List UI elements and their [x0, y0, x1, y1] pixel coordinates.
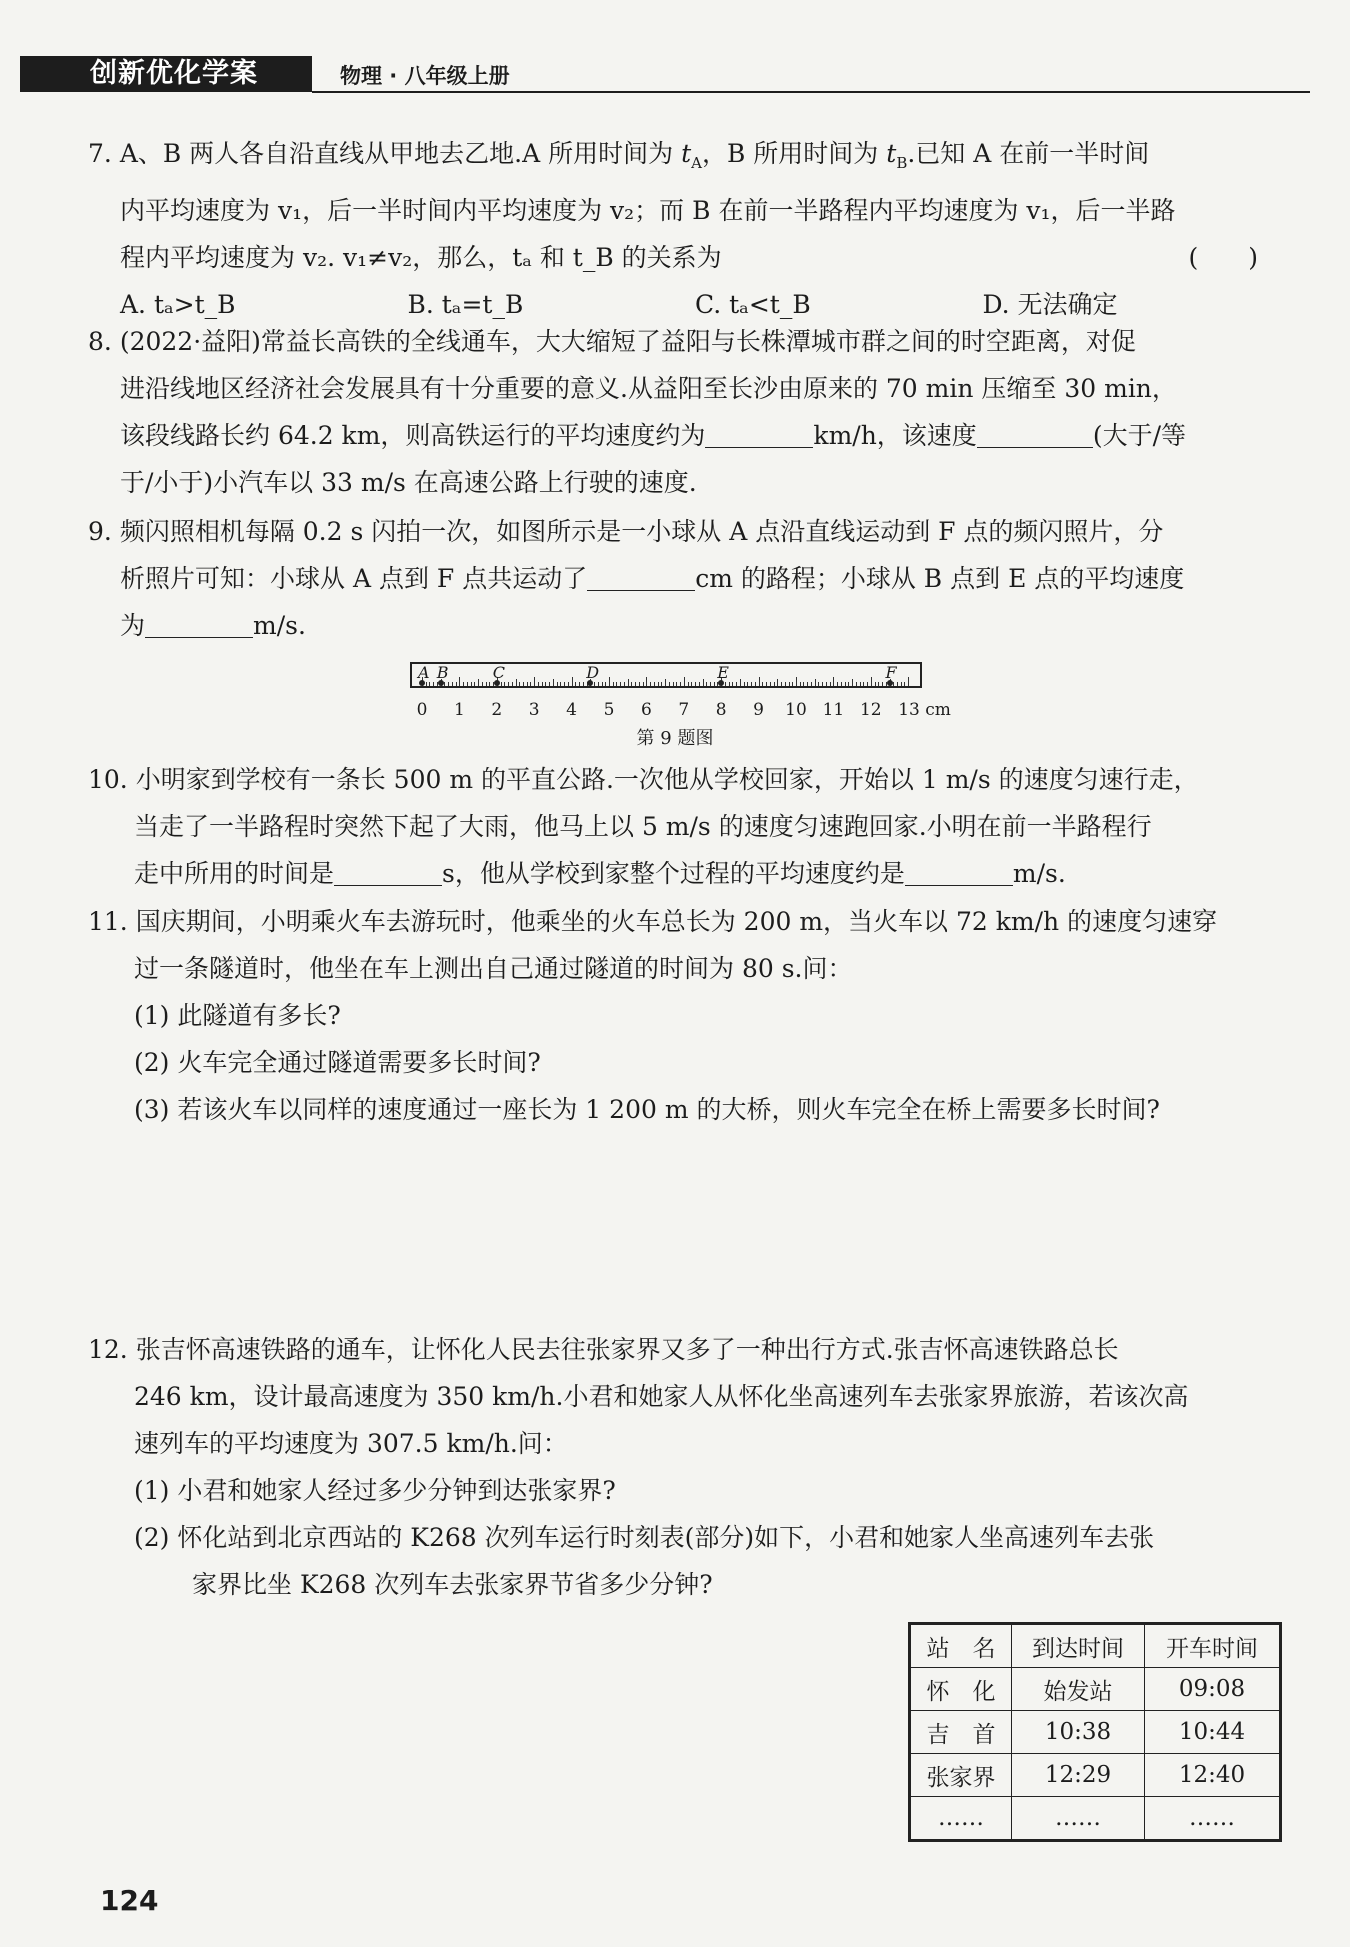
ruler-tick: [530, 682, 531, 686]
ruler-tick: [751, 682, 752, 686]
ruler-tick: [676, 682, 677, 686]
ruler-tick: [542, 682, 543, 686]
ruler-tick: [553, 679, 554, 686]
ruler-tick: [766, 682, 767, 686]
ruler-tick: [527, 682, 528, 686]
ruler-tick: [557, 682, 558, 686]
ruler-tick: [818, 682, 819, 686]
ruler-tick: [605, 682, 606, 686]
ruler-tick: [489, 682, 490, 686]
q11-sub3: (3) 若该火车以同样的速度通过一座长为 1 200 m 的大桥，则火车完全在桥上需要多长时间?: [134, 1095, 1160, 1124]
ruler-tick: [908, 677, 909, 686]
ruler-tick: [467, 682, 468, 686]
ruler-tick: [478, 679, 479, 686]
table-row: [910, 1668, 1281, 1711]
ruler-tick: [516, 679, 517, 686]
ruler-tick: [841, 682, 842, 686]
table-row: [910, 1711, 1281, 1754]
ruler-tick-label: 8: [715, 700, 727, 720]
ruler-tick: [568, 682, 569, 686]
q8-line2: 进沿线地区经济社会发展具有十分重要的意义.从益阳至长沙由原来的 70 min 压缩至 30 min，: [120, 374, 1177, 403]
ruler-tick: [519, 682, 520, 686]
ruler-tick: [583, 682, 584, 686]
ruler-tick: [474, 682, 475, 686]
table-cell: ……: [1012, 1797, 1145, 1841]
ruler-tick: [688, 682, 689, 686]
ruler-tick: [501, 682, 502, 686]
table-cell: 10:38: [1012, 1711, 1145, 1754]
ruler-tick: [770, 682, 771, 686]
ruler-tick: [545, 682, 546, 686]
answer-blank[interactable]: [905, 855, 1013, 886]
table-cell: 始发站: [1012, 1668, 1145, 1711]
q8-line3b: km/h，该速度: [813, 421, 977, 450]
point-label: E: [717, 663, 729, 682]
ruler-tick: [789, 682, 790, 686]
q9-line3b: m/s.: [253, 611, 306, 640]
ruler-tick: [803, 682, 804, 686]
answer-blank[interactable]: [145, 607, 253, 638]
subject-title: 物理 · 八年级上册: [340, 64, 510, 88]
table-cell: 10:44: [1145, 1711, 1281, 1754]
ruler-tick: [575, 682, 576, 686]
ruler-tick: [867, 682, 868, 686]
question-8: [88, 318, 1270, 506]
ruler-tick: [463, 682, 464, 686]
ruler-tick: [523, 682, 524, 686]
q11-number: 11.: [88, 907, 128, 936]
ruler-tick: [732, 682, 733, 686]
ruler-tick: [736, 682, 737, 686]
q7-option-c: C. tₐ<t_B: [695, 290, 811, 319]
ruler-tick: [426, 682, 427, 686]
ruler-tick: [893, 682, 894, 686]
q7-number: 7.: [88, 139, 112, 168]
ruler-tick-label: 9: [753, 700, 765, 720]
ruler-tick: [691, 682, 692, 686]
page-header: [20, 56, 1310, 94]
ruler-tick: [800, 682, 801, 686]
ruler-tick: [897, 682, 898, 686]
ruler-tick: [747, 682, 748, 686]
ruler-tick: [774, 682, 775, 686]
ruler-tick-label: 11: [822, 700, 845, 720]
brand-banner: 创新优化学案: [20, 56, 312, 92]
ruler-tick: [680, 682, 681, 686]
ruler-tick: [837, 682, 838, 686]
ruler-tick: [639, 682, 640, 686]
ruler-tick: [740, 679, 741, 686]
point-label: D: [586, 663, 600, 682]
ruler-tick: [729, 682, 730, 686]
q12-number: 12.: [88, 1335, 128, 1364]
ruler-tick: [658, 682, 659, 686]
ruler-tick: [429, 682, 430, 686]
q9-line3a: 为: [120, 611, 146, 640]
ruler-tick: [579, 682, 580, 686]
ruler-tick: [762, 682, 763, 686]
ruler-tick: [669, 682, 670, 686]
ruler-tick: [534, 677, 535, 686]
ruler-tick: [456, 682, 457, 686]
ruler-tick: [699, 682, 700, 686]
ruler-tick: [448, 682, 449, 686]
ruler-tick: [759, 677, 760, 686]
ruler-tick: [471, 682, 472, 686]
ruler-tick: [433, 682, 434, 686]
ruler-tick: [452, 682, 453, 686]
ruler-tick: [564, 682, 565, 686]
ruler-tick: [654, 682, 655, 686]
ruler-tick: [673, 682, 674, 686]
q11-line2: 过一条隧道时，他坐在车上测出自己通过隧道的时间为 80 s.问：: [134, 954, 853, 983]
ruler-tick: [710, 682, 711, 686]
ruler-tick: [613, 682, 614, 686]
ruler-tick: [901, 682, 902, 686]
ruler-tick: [598, 682, 599, 686]
ruler-tick: [549, 682, 550, 686]
ruler-tick: [620, 682, 621, 686]
q7-option-d: D. 无法确定: [982, 290, 1118, 319]
ruler-tick: [845, 682, 846, 686]
q12-sub2a: (2) 怀化站到北京西站的 K268 次列车运行时刻表(部分)如下，小君和她家人坐高速列车去张: [134, 1523, 1155, 1552]
column-header: 开车时间: [1145, 1624, 1281, 1668]
ruler-tick: [538, 682, 539, 686]
q11-sub1: (1) 此隧道有多长?: [134, 1001, 341, 1030]
q8-line1: (2022·益阳)常益长高铁的全线通车，大大缩短了益阳与长株潭城市群之间的时空距离，对促: [119, 327, 1136, 356]
q11-line1: 国庆期间，小明乘火车去游玩时，他乘坐的火车总长为 200 m，当火车以 72 km/h 的速度匀速穿: [135, 907, 1218, 936]
ruler-tick: [650, 682, 651, 686]
question-10: [88, 756, 1270, 897]
q7-line1: A、B 两人各自沿直线从甲地去乙地.A 所用时间为 $t_A$，B 所用时间为 $t_B$.已知 A 在前一半时间: [119, 139, 1150, 172]
q12-line1: 张吉怀高速铁路的通车，让怀化人民去往张家界又多了一种出行方式.张吉怀高速铁路总长: [135, 1335, 1119, 1364]
table-cell: 12:29: [1012, 1754, 1145, 1797]
ruler-tick: [631, 682, 632, 686]
ruler-tick: [665, 679, 666, 686]
figure-caption: 第 9 题图: [636, 728, 714, 749]
ruler-tick: [830, 682, 831, 686]
point-label: B: [436, 663, 449, 682]
ruler-tick-label: 6: [640, 700, 652, 720]
ruler-tick: [815, 679, 816, 686]
table-row: [910, 1754, 1281, 1797]
answer-parentheses: ( ): [1188, 243, 1258, 272]
ruler-figure: [0, 656, 1350, 756]
answer-blank[interactable]: [587, 560, 695, 591]
q12-sub2b: 家界比坐 K268 次列车去张家界节省多少分钟?: [192, 1570, 713, 1599]
ruler-tick: [781, 682, 782, 686]
q8-number: 8.: [88, 327, 112, 356]
q12-sub1: (1) 小君和她家人经过多少分钟到达张家界?: [134, 1476, 616, 1505]
ruler-tick: [807, 682, 808, 686]
ruler-tick-label: 13 cm: [898, 700, 951, 720]
answer-blank[interactable]: [334, 855, 442, 886]
q10-line2: 当走了一半路程时突然下起了大雨，他马上以 5 m/s 的速度匀速跑回家.小明在前一半路程行: [134, 812, 1152, 841]
ruler-tick: [860, 682, 861, 686]
ruler-tick: [695, 682, 696, 686]
ruler-tick: [871, 677, 872, 686]
ruler-tick: [852, 679, 853, 686]
header-rule: [312, 91, 1310, 93]
ruler-tick: [512, 682, 513, 686]
ruler-tick: [755, 682, 756, 686]
ruler-tick: [785, 682, 786, 686]
q7-option-b: B. tₐ=t_B: [407, 290, 524, 319]
ruler-tick: [878, 682, 879, 686]
answer-blank[interactable]: [977, 417, 1093, 448]
ruler-tick: [826, 682, 827, 686]
table-cell: ……: [1145, 1797, 1281, 1841]
point-label: A: [418, 663, 430, 682]
q7-line3: 程内平均速度为 v₂. v₁≠v₂，那么，tₐ 和 t_B 的关系为: [120, 243, 722, 272]
table-row: [910, 1797, 1281, 1841]
ruler-tick: [796, 677, 797, 686]
ruler-tick: [628, 679, 629, 686]
q12-line3: 速列车的平均速度为 307.5 km/h.问：: [134, 1429, 568, 1458]
point-label: F: [885, 663, 897, 682]
q8-line3c: (大于/等: [1092, 421, 1186, 450]
ruler-tick: [560, 682, 561, 686]
q7-line2: 内平均速度为 v₁，后一半时间内平均速度为 v₂；而 B 在前一半路程内平均速度为 v₁，后一半路: [120, 196, 1176, 225]
ruler-tick: [444, 682, 445, 686]
ruler-tick: [616, 682, 617, 686]
ruler-tick: [856, 682, 857, 686]
table-cell: 吉 首: [910, 1711, 1012, 1754]
table-cell: 怀 化: [910, 1668, 1012, 1711]
ruler-tick: [594, 682, 595, 686]
question-9: [88, 508, 1270, 649]
table-cell: 张家界: [910, 1754, 1012, 1797]
ruler-tick: [504, 682, 505, 686]
ruler-tick: [703, 679, 704, 686]
ruler-tick: [811, 682, 812, 686]
question-11: [88, 898, 1270, 1133]
point-label: C: [492, 663, 506, 682]
ruler-tick: [508, 682, 509, 686]
q9-number: 9.: [88, 517, 112, 546]
ruler-tick: [602, 682, 603, 686]
q10-number: 10.: [88, 765, 128, 794]
q10-line3b: s，他从学校到家整个过程的平均速度约是: [442, 859, 905, 888]
column-header: 站 名: [910, 1624, 1012, 1668]
q10-line3c: m/s.: [1012, 859, 1066, 888]
question-7: [88, 130, 1270, 328]
ruler-tick-label: 7: [678, 700, 690, 720]
ruler-tick: [714, 682, 715, 686]
q8-line4: 于/小于)小汽车以 33 m/s 在高速公路上行驶的速度.: [120, 468, 697, 497]
ruler-tick: [635, 682, 636, 686]
ruler-tick: [848, 682, 849, 686]
ruler-tick: [904, 682, 905, 686]
q9-line2a: 析照片可知：小球从 A 点到 F 点共运动了: [120, 564, 588, 593]
table-cell: 12:40: [1145, 1754, 1281, 1797]
table-cell: 09:08: [1145, 1668, 1281, 1711]
ruler-tick: [863, 682, 864, 686]
ruler-tick: [706, 682, 707, 686]
q10-line3a: 走中所用的时间是: [134, 859, 335, 888]
q8-line3a: 该段线路长约 64.2 km，则高铁运行的平均速度约为: [120, 421, 706, 450]
ruler-tick: [624, 682, 625, 686]
ruler-tick: [643, 682, 644, 686]
q10-line1: 小明家到学校有一条长 500 m 的平直公路.一次他从学校回家，开始以 1 m/s 的速度匀速行走，: [135, 765, 1199, 794]
ruler-tick: [725, 682, 726, 686]
ruler-tick: [482, 682, 483, 686]
ruler-tick: [875, 682, 876, 686]
timetable: [908, 1622, 1282, 1842]
ruler-tick-label: 2: [491, 700, 503, 720]
ruler-tick: [661, 682, 662, 686]
ruler-tick: [777, 679, 778, 686]
ruler-tick: [744, 682, 745, 686]
table-header-row: [910, 1624, 1281, 1668]
q7-option-a: A. tₐ>t_B: [120, 290, 236, 319]
ruler-tick: [609, 677, 610, 686]
page-number: 124: [100, 1884, 159, 1917]
ruler-tick-label: 12: [859, 700, 882, 720]
ruler-tick-label: 4: [566, 700, 578, 720]
ruler-tick-label: 1: [453, 700, 465, 720]
ruler: [410, 662, 922, 688]
q9-line2b: cm 的路程；小球从 B 点到 E 点的平均速度: [695, 564, 1185, 593]
answer-blank[interactable]: [705, 417, 813, 448]
ruler-tick: [572, 677, 573, 686]
ruler-tick: [882, 682, 883, 686]
ruler-tick-label: 3: [528, 700, 540, 720]
ruler-tick: [833, 677, 834, 686]
q9-line1: 频闪照相机每隔 0.2 s 闪拍一次，如图所示是一小球从 A 点沿直线运动到 F 点的频闪照片，分: [119, 517, 1164, 546]
ruler-tick: [792, 682, 793, 686]
ruler-tick: [684, 677, 685, 686]
ruler-tick: [459, 677, 460, 686]
table-cell: ……: [910, 1797, 1012, 1841]
column-header: 到达时间: [1012, 1624, 1145, 1668]
ruler-tick-label: 10: [785, 700, 807, 720]
ruler-tick: [646, 677, 647, 686]
ruler-tick: [822, 682, 823, 686]
ruler-tick: [486, 682, 487, 686]
q11-sub2: (2) 火车完全通过隧道需要多长时间?: [134, 1048, 541, 1077]
q12-line2: 246 km，设计最高速度为 350 km/h.小君和她家人从怀化坐高速列车去张家界旅游，若该次高: [134, 1382, 1189, 1411]
ruler-tick-label: 0: [416, 700, 428, 720]
ruler-tick-label: 5: [603, 700, 615, 720]
question-12: [88, 1326, 1270, 1608]
